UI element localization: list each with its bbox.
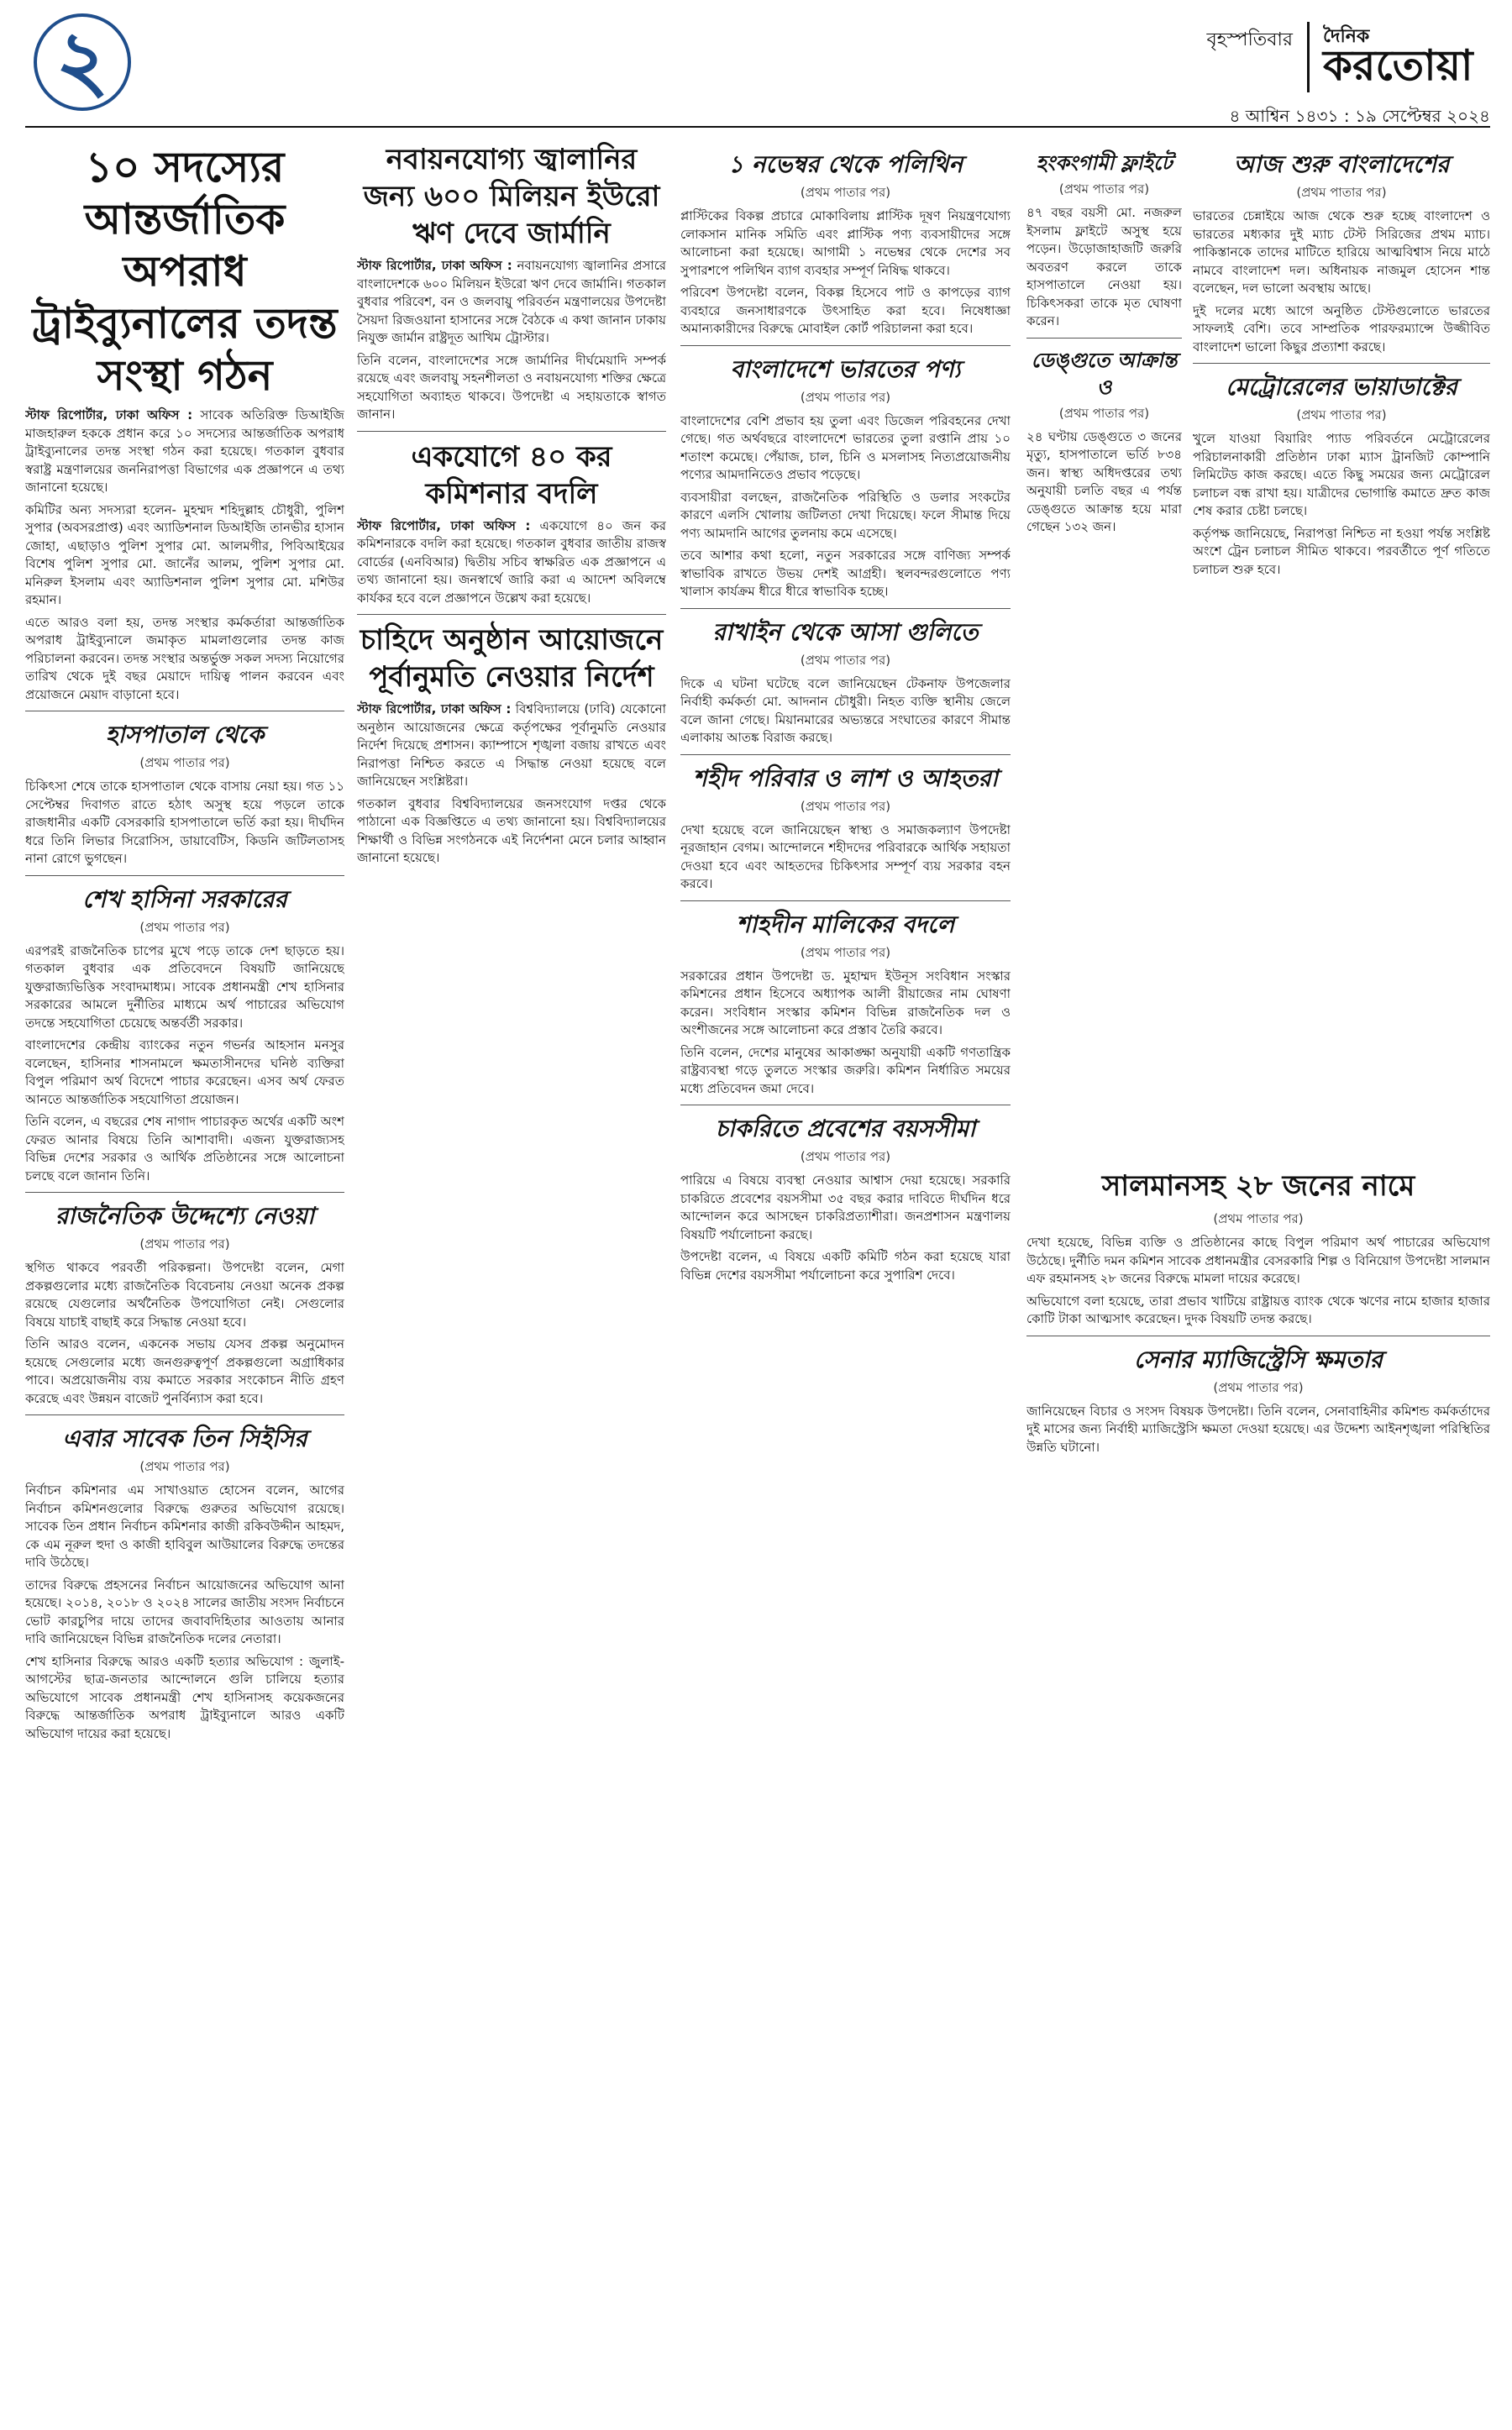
article-hongkong-flight <box>1026 150 1182 331</box>
paragraph: সরকারের প্রধান উপদেষ্টা ড. মুহাম্মদ ইউনূস সংবিধান সংস্কার কমিশনের প্রধান হিসেবে অধ্যাপক আলী রীয়াজের নাম ঘোষণা করেন। সংবিধান সংস্কার কমিশন বিভিন্ন রাজনৈতিক দল ও অংশীজনের সঙ্গে আলোচনা করে প্রস্তাব তৈরি করবে। <box>680 968 1011 1037</box>
byline: স্টাফ রিপোর্টার, ঢাকা অফিস : <box>25 407 193 422</box>
divider <box>357 431 666 432</box>
continuation-note: (প্রথম পাতার পর) <box>139 1459 230 1474</box>
article-job-age-limit <box>680 1114 1011 1284</box>
divider <box>25 1414 344 1415</box>
article-rakhine <box>680 617 1011 748</box>
headline: রাজনৈতিক উদ্দেশ্যে নেওয়া <box>55 1202 315 1230</box>
headline: একযোগে ৪০ কর কমিশনার বদলি <box>411 439 612 511</box>
article-euro-loan <box>357 141 666 424</box>
article-india-goods <box>680 354 1011 601</box>
headline: চাহিদে অনুষ্ঠান আয়োজনে পূর্বানুমতি নেওয়ার নির্দেশ <box>360 623 664 694</box>
page-number: ২ <box>55 13 109 109</box>
logo-top-text: দৈনিক <box>1323 26 1370 47</box>
paragraph: কমিটির অন্য সদস্যরা হলেন- মুহম্মদ শহিদুল্লাহ চৌধুরী, পুলিশ সুপার (অবসরপ্রাপ্ত) এবং অ্যাডিশনাল ডিআইজি তানভীর হাসান জোহা, এছাড়াও পুলিশ সুপার মো. আলমগীর, পিবিআইয়ের বিশেষ পুলিশ সুপার মো. জানেঁর আলম, পুলিশ সুপার মো. মনিরুল ইসলাম এবং অ্যাডিশনাল পুলিশ সুপার মো. মশিউর রহমান। <box>25 501 344 607</box>
article-salman <box>1026 1168 1490 1329</box>
headline: শাহদীন মালিকের বদলে <box>736 910 955 938</box>
paragraph: দেখা হয়েছে বলে জানিয়েছেন স্বাস্থ্য ও সমাজকল্যাণ উপদেষ্টা নূরজাহান বেগম। আন্দোলনে শহীদদের পরিবারকে আর্থিক সহায়তা দেওয়া হবে এবং আহতদের চিকিৎসার সম্পূর্ণ ব্যয় সরকার বহন করবে। <box>680 821 1011 891</box>
divider <box>680 900 1011 901</box>
continuation-note: (প্রথম পাতার পর) <box>139 1236 230 1252</box>
date-line: ৪ আশ্বিন ১৪৩১ : ১৯ সেপ্টেম্বর ২০২৪ <box>1229 106 1490 126</box>
paragraph: তাদের বিরুদ্ধে প্রহসনের নির্বাচন আয়োজনের অভিযোগ আনা হয়েছে। ২০১৪, ২০১৮ ও ২০২৪ সালের জাতীয় সংসদ নির্বাচনে ভোট কারচুপির দায়ে তাদের জবাবদিহিতার আওতায় আনার দাবি জানিয়েছেন বিভিন্ন রাজনৈতিক দলের নেতারা। <box>25 1577 344 1646</box>
column-1 <box>25 141 344 2409</box>
headline: ১ নভেম্বর থেকে পলিথিন <box>727 150 963 178</box>
continuation-note: (প্রথম পাতার পর) <box>800 389 891 405</box>
paragraph: তিনি বলেন, এ বছরের শেষ নাগাদ পাচারকৃত অর্থের একটি অংশ ফেরত আনার বিষয়ে তিনি আশাবাদী। এজন্য যুক্তরাজ্যসহ বিভিন্ন দেশের সরকার ও আর্থিক প্রতিষ্ঠানের সঙ্গে আলোচনা চলছে বলে জানান তিনি। <box>25 1114 344 1184</box>
paragraph: দেখা হয়েছে, বিভিন্ন ব্যক্তি ও প্রতিষ্ঠানের কাছে বিপুল পরিমাণ অর্থ পাচারের অভিযোগ উঠেছে। দুর্নীতি দমন কমিশন সাবেক প্রধানমন্ত্রীর বেসরকারি শিল্প ও বিনিয়োগ উপদেষ্টা সালমান এফ রহমানসহ ২৮ জনের বিরুদ্ধে মামলা দায়ের করেছে। <box>1026 1235 1490 1286</box>
paragraph: শেখ হাসিনার বিরুদ্ধে আরও একটি হত্যার অভিযোগ : জুলাই-আগস্টের ছাত্র-জনতার আন্দোলনে গুলি চালিয়ে হত্যার অভিযোগে সাবেক প্রধানমন্ত্রী শেখ হাসিনাসহ কয়েকজনের বিরুদ্ধে আন্তর্জাতিক অপরাধ ট্রাইব্যুনালে আরও একটি অভিযোগ দায়ের করা হয়েছে। <box>25 1653 344 1741</box>
divider <box>680 754 1011 755</box>
continuation-note: (প্রথম পাতার পর) <box>1058 405 1150 421</box>
paragraph: বাংলাদেশের কেন্দ্রীয় ব্যাংকের নতুন গভর্নর আহসান মনসুর বলেছেন, হাসিনার শাসনামলে ক্ষমতাসীনদের ঘনিষ্ঠ ব্যক্তিরা বিপুল পরিমাণ অর্থ বিদেশে পাচার করেছেন। এসব অর্থ ফেরত আনতে আন্তর্জাতিক সহযোগিতা প্রয়োজন। <box>25 1037 344 1107</box>
paragraph: তিনি বলেন, বাংলাদেশের সঙ্গে জার্মানির দীর্ঘমেয়াদি সম্পর্ক রয়েছে এবং জলবায়ু সহনশীলতা ও নবায়নযোগ্য শক্তির ক্ষেত্রে সহযোগিতা অব্যাহত থাকবে। উপদেষ্টা এ সহায়তাকে স্বাগত জানান। <box>357 352 666 422</box>
article-martyr-family <box>680 764 1011 894</box>
paragraph: পারিয়ে এ বিষয়ে ব্যবস্থা নেওয়ার আশ্বাস দেয়া হয়েছে। সরকারি চাকরিতে প্রবেশের বয়সসীমা ৩৫ বছর করার দাবিতে দীর্ঘদিন ধরে আন্দোলন করে আসছেন চাকরিপ্রত্যাশীরা। জনপ্রশাসন মন্ত্রণালয় বিষয়টি পর্যালোচনা করছে। <box>680 1173 1011 1242</box>
weekday: বৃহস্পতিবার <box>1206 29 1293 50</box>
continuation-note: (প্রথম পাতার পর) <box>800 1149 891 1164</box>
column-5 <box>1193 141 1490 1149</box>
page-number-badge <box>32 12 133 113</box>
headline: চাকরিতে প্রবেশের বয়সসীমা <box>715 1115 976 1142</box>
masthead-divider <box>25 126 1490 128</box>
paragraph: নির্বাচন কমিশনার এম সাখাওয়াত হোসেন বলেন, আগের নির্বাচন কমিশনগুলোর বিরুদ্ধে গুরুতর অভিযোগ রয়েছে। সাবেক তিন প্রধান নির্বাচন কমিশনার কাজী রকিবউদ্দীন আহমদ, কে এম নূরুল হুদা ও কাজী হাবিবুল আউয়ালের বিরুদ্ধে তদন্তের দাবি উঠেছে। <box>25 1483 344 1570</box>
headline: মেট্রোরেলের ভায়াডাক্টের <box>1226 373 1457 401</box>
paragraph: একযোগে ৪০ জন কর কমিশনারকে বদলি করা হয়েছে। গতকাল বুধবার জাতীয় রাজস্ব বোর্ডের (এনবিআর) দ্বিতীয় সচিব স্বাক্ষরিত এক প্রজ্ঞাপনে এ তথ্য জানানো হয়। জনস্বার্থে জারি করা এ আদেশ অবিলম্বে কার্যকর হবে বলে প্রজ্ঞাপনে উল্লেখ করা হয়েছে। <box>357 517 666 606</box>
paragraph: দিকে এ ঘটনা ঘটেছে বলে জানিয়েছেন টেকনাফ উপজেলার নির্বাহী কর্মকর্তা মো. আদনান চৌধুরী। নিহত ব্যক্তি স্থানীয় জেলে বলে জানা গেছে। মিয়ানমারের অভ্যন্তরে সংঘাতের কারণে সীমান্ত এলাকায় আতঙ্ক বিরাজ করছে। <box>680 675 1011 745</box>
paragraph: গতকাল বুধবার বিশ্ববিদ্যালয়ের জনসংযোগ দপ্তর থেকে পাঠানো এক বিজ্ঞপ্তিতে এ তথ্য জানানো হয়। বিশ্ববিদ্যালয়ের শিক্ষার্থী ও বিভিন্ন সংগঠনকে এই নির্দেশনা মেনে চলার আহ্বান জানানো হয়েছে। <box>357 795 666 865</box>
continuation-note: (প্রথম পাতার পর) <box>1058 181 1150 197</box>
byline: স্টাফ রিপোর্টার, ঢাকা অফিস : <box>357 258 512 273</box>
continuation-note: (প্রথম পাতার পর) <box>800 652 891 668</box>
headline: শেখ হাসিনা সরকারের <box>82 884 287 913</box>
byline: স্টাফ রিপোর্টার, ঢাকা অফিস : <box>357 517 531 533</box>
continuation-note: (প্রথম পাতার পর) <box>139 755 230 770</box>
newspaper-logo <box>1307 22 1490 92</box>
paragraph: অভিযোগে বলা হয়েছে, তারা প্রভাব খাটিয়ে রাষ্ট্রায়ত্ত ব্যাংক থেকে ঋণের নামে হাজার হাজার কোটি টাকা আত্মসাৎ করেছেন। দুদক বিষয়টি তদন্ত করছে। <box>1026 1293 1490 1326</box>
paragraph: বাংলাদেশের বেশি প্রভাব হয় তুলা এবং ডিজেল পরিবহনের দেখা গেছে। গত অর্থবছরে বাংলাদেশে ভারতের তুলা রপ্তানি প্রায় ১০ শতাংশ কমেছে। পেঁয়াজ, চাল, চিনি ও মসলাসহ নিত্যপ্রয়োজনীয় পণ্যের আমদানিতেও প্রভাব পড়েছে। <box>680 412 1011 482</box>
paragraph: দুই দলের মধ্যে আগে অনুষ্ঠিত টেস্টগুলোতে ভারতের সাফল্যই বেশি। তবে সাম্প্রতিক পারফরম্যান্সে উজ্জীবিত বাংলাদেশ ভালো কিছুর প্রত্যাশা করছে। <box>1193 302 1490 354</box>
article-politics <box>25 1201 344 1408</box>
paragraph: পরিবেশ উপদেষ্টা বলেন, বিকল্প হিসেবে পাট ও কাপড়ের ব্যাগ ব্যবহারে জনসাধারণকে উৎসাহিত করা হবে। নিষেধাজ্ঞা অমান্যকারীদের বিরুদ্ধে মোবাইল কোর্ট পরিচালনা করা হবে। <box>680 285 1011 336</box>
paragraph: এতে আরও বলা হয়, তদন্ত সংস্থার কর্মকর্তারা আন্তর্জাতিক অপরাধ ট্রাইব্যুনালে জমাকৃত মামলাগুলোর তদন্ত কাজ পরিচালনা করবেন। তদন্ত সংস্থার অন্তর্ভুক্ত সকল সদস্য নিয়োগের তারিখ থেকে দুই বছর মেয়াদে দায়িত্ব পালন করবেন এবং প্রয়োজনে মেয়াদ বাড়ানো হবে। <box>25 614 344 702</box>
divider <box>680 608 1011 609</box>
continuation-note: (প্রথম পাতার পর) <box>1213 1211 1304 1226</box>
headline: নবায়নযোগ্য জ্বালানির জন্য ৬০০ মিলিয়ন ইউরো ঋণ দেবে জার্মানি <box>363 143 660 250</box>
headline: সালমানসহ ২৮ জনের নামে <box>1101 1169 1415 1203</box>
article-shahdeen-malik <box>680 910 1011 1099</box>
article-magistracy <box>1026 1345 1490 1457</box>
headline: আজ শুরু বাংলাদেশের <box>1233 150 1450 178</box>
divider <box>357 614 666 615</box>
paragraph: ব্যবসায়ীরা বলছেন, রাজনৈতিক পরিস্থিতি ও ডলার সংকটের কারণে এলসি খোলায় জটিলতা দেখা দিয়েছে। ফলে সীমান্ত দিয়ে পণ্য আমদানি আগের তুলনায় কমে এসেছে। <box>680 489 1011 541</box>
headline: ১০ সদস্যের আন্তর্জাতিক অপরাধ ট্রাইব্যুনালের তদন্ত সংস্থা গঠন <box>32 143 338 400</box>
paragraph: স্থগিত থাকবে পরবর্তী পরিকল্পনা। উপদেষ্টা বলেন, মেগা প্রকল্পগুলোর মধ্যে রাজনৈতিক বিবেচনায় নেওয়া অনেক প্রকল্প রয়েছে যেগুলোর অর্থনৈতিক উপযোগিতা নেই। সেগুলোর বিষয়ে যাচাই বাছাই করে সিদ্ধান্ত নেওয়া হবে। <box>25 1260 344 1330</box>
column-2 <box>357 141 666 2409</box>
article-dengue <box>1026 347 1182 537</box>
paragraph: তবে আশার কথা হলো, নতুন সরকারের সঙ্গে বাণিজ্য সম্পর্ক স্বাভাবিক রাখতে উভয় দেশই আগ্রহী। স্থলবন্দরগুলোতে পণ্য খালাস কার্যক্রম ধীরে ধীরে স্বাভাবিক হচ্ছে। <box>680 548 1011 599</box>
continuation-note: (প্রথম পাতার পর) <box>1213 1379 1304 1395</box>
article-metro-viaduct <box>1193 372 1490 579</box>
divider <box>25 1192 344 1193</box>
paragraph: প্লাস্টিকের বিকল্প প্রচারে মোকাবিলায় প্লাস্টিক দূষণ নিয়ন্ত্রণযোগ্য লোকসান মানিক সমিতি এবং প্লাস্টিক পণ্য ব্যবসায়ীদের সঙ্গে আলোচনা করা হয়েছে। আগামী ১ নভেম্বর থেকে দেশের সব সুপারশপে পলিথিন ব্যাগ ব্যবহার সম্পূর্ণ নিষিদ্ধ থাকবে। <box>680 208 1011 278</box>
continuation-note: (প্রথম পাতার পর) <box>800 798 891 814</box>
divider <box>1026 338 1182 339</box>
paragraph: তিনি বলেন, দেশের মানুষের আকাঙ্ক্ষা অনুযায়ী একটি গণতান্ত্রিক রাষ্ট্রব্যবস্থা গড়ে তুলতে সংস্কার জরুরি। কমিশন নির্ধারিত সময়ের মধ্যে প্রতিবেদন জমা দেবে। <box>680 1044 1011 1096</box>
paragraph: কর্তৃপক্ষ জানিয়েছে, নিরাপত্তা নিশ্চিত না হওয়া পর্যন্ত সংশ্লিষ্ট অংশে ট্রেন চলাচল সীমিত থাকবে। পরবর্তীতে পূর্ণ গতিতে চলাচল শুরু হবে। <box>1193 525 1490 577</box>
article-test-series <box>1193 150 1490 356</box>
divider <box>1193 363 1490 364</box>
article-polythene <box>680 150 1011 339</box>
continuation-note: (প্রথম পাতার পর) <box>800 944 891 960</box>
headline: হাসপাতাল থেকে <box>105 721 265 748</box>
continuation-note: (প্রথম পাতার পর) <box>1296 185 1387 200</box>
column-3 <box>680 141 1011 2409</box>
paragraph: খুলে যাওয়া বিয়ারিং প্যাড পরিবর্তনে মেট্রোরেলের পরিচালনাকারী প্রতিষ্ঠান ঢাকা ম্যাস ট্রানজিট কোম্পানি লিমিটেড কাজ করছে। এতে কিছু সময়ের জন্য মেট্রোরেল চলাচল বন্ধ রাখা হয়। যাত্রীদের ভোগান্তি কমাতে দ্রুত কাজ শেষ করার চেষ্টা চলছে। <box>1193 431 1490 518</box>
headline: বাংলাদেশে ভারতের পণ্য <box>730 354 961 383</box>
continuation-note: (প্রথম পাতার পর) <box>1296 407 1387 422</box>
continuation-note: (প্রথম পাতার পর) <box>139 919 230 935</box>
paragraph: তিনি আরও বলেন, একনেক সভায় যেসব প্রকল্প অনুমোদন হয়েছে সেগুলোর মধ্যে জনগুরুত্বপূর্ণ প্রকল্পগুলো অগ্রাধিকার পাবে। অপ্রয়োজনীয় ব্যয় কমাতে সরকার সংকোচন নীতি গ্রহণ করেছে এবং উন্নয়ন বাজেট পুনর্বিন্যাস করা হবে। <box>25 1336 344 1406</box>
paragraph: এরপরই রাজনৈতিক চাপের মুখে পড়ে তাকে দেশ ছাড়তে হয়। গতকাল বুধবার এক প্রতিবেদনে বিষয়টি জানিয়েছে যুক্তরাজ্যভিত্তিক সংবাদমাধ্যম। সাবেক প্রধানমন্ত্রী শেখ হাসিনার সরকারের আমলে দুর্নীতির মাধ্যমে অর্থ পাচারের অভিযোগ তদন্তে সহযোগিতা চেয়েছে অন্তর্বর্তী সরকার। <box>25 942 344 1031</box>
paragraph: ৪৭ বছর বয়সী মো. নজরুল ইসলাম ফ্লাইটে অসুস্থ হয়ে পড়েন। উড়োজাহাজটি জরুরি অবতরণ করলে তাকে হাসপাতালে নেওয়া হয়। চিকিৎসকরা তাকে মৃত ঘোষণা করেন। <box>1026 205 1182 328</box>
headline: রাখাইন থেকে আসা গুলিতে <box>712 617 979 646</box>
headline: শহীদ পরিবার ও লাশ ও আহতরা <box>693 764 998 792</box>
column-4 <box>1026 141 1182 1149</box>
article-hasina <box>25 884 344 1186</box>
article-event-permission <box>357 622 666 868</box>
continuation-note: (প্রথম পাতার পর) <box>800 185 891 200</box>
article-tax-commissioner <box>357 438 666 608</box>
paragraph: উপদেষ্টা বলেন, এ বিষয়ে একটি কমিটি গঠন করা হয়েছে যারা বিভিন্ন দেশের বয়সসীমা পর্যালোচনা করে সুপারিশ দেবে। <box>680 1249 1011 1283</box>
paragraph: নবায়নযোগ্য জ্বালানির প্রসারে বাংলাদেশকে ৬০০ মিলিয়ন ইউরো ঋণ দেবে জার্মানি। গতকাল বুধবার পরিবেশ, বন ও জলবায়ু পরিবর্তন মন্ত্রণালয়ের উপদেষ্টা সৈয়দা রিজওয়ানা হাসানের সঙ্গে বৈঠকে এ কথা জানান ঢাকায় নিযুক্ত জার্মান রাষ্ট্রদূত আখিম ট্রোস্টার। <box>357 258 666 345</box>
paragraph: বিশ্ববিদ্যালয়ে (ঢাবি) যেকোনো অনুষ্ঠান আয়োজনের ক্ষেত্রে কর্তৃপক্ষের পূর্বানুমতি নেওয়ার নির্দেশ দিয়েছে প্রশাসন। ক্যাম্পাসে শৃঙ্খলা বজায় রাখতে এবং নিরাপত্তা নিশ্চিত করতে এ সিদ্ধান্ত নেওয়া হয়েছে বলে জানিয়েছেন সংশ্লিষ্টরা। <box>357 701 666 789</box>
logo-main-text: করতোয়া <box>1323 41 1473 90</box>
paragraph: চিকিৎসা শেষে তাকে হাসপাতাল থেকে বাসায় নেয়া হয়। গত ১১ সেপ্টেম্বর দিবাগত রাতে হঠাৎ অসুস্থ হয়ে পড়লে তাকে রাজধানীর একটি বেসরকারি হাসপাতালে ভর্তি করা হয়। দীর্ঘদিন ধরে তিনি লিভার সিরোসিস, ডায়াবেটিস, কিডনি জটিলতাসহ নানা রোগে ভুগছেন। <box>25 779 344 866</box>
paragraph: ভারতের চেন্নাইয়ে আজ থেকে শুরু হচ্ছে বাংলাদেশ ও ভারতের মধ্যকার দুই ম্যাচ টেস্ট সিরিজের প্রথম ম্যাচ। পাকিস্তানকে তাদের মাটিতে হারিয়ে আত্মবিশ্বাস নিয়ে মাঠে নামবে বাংলাদেশ দল। অধিনায়ক নাজমুল হোসেন শান্ত বলেছেন, দল ভালো অবস্থায় আছে। <box>1193 208 1490 296</box>
paragraph: সাবেক অতিরিক্ত ডিআইজি মাজহারুল হককে প্রধান করে ১০ সদস্যের আন্তর্জাতিক অপরাধ ট্রাইব্যুনালের তদন্ত সংস্থা গঠন করা হয়েছে। গতকাল বুধবার স্বরাষ্ট্র মন্ত্রণালয়ের জননিরাপত্তা বিভাগের এক প্রজ্ঞাপনে এ তথ্য জানানো হয়েছে। <box>25 407 344 495</box>
paragraph: ২৪ ঘণ্টায় ডেঙ্গুতে ৩ জনের মৃত্যু, হাসপাতালে ভর্তি ৮৩৪ জন। স্বাস্থ্য অধিদপ্তরের তথ্য অনুযায়ী চলতি বছর এ পর্যন্ত ডেঙ্গুতে আক্রান্ত হয়ে মারা গেছেন ১৩২ জন। <box>1026 428 1182 534</box>
article-former-cec <box>25 1424 344 1743</box>
byline: স্টাফ রিপোর্টার, ঢাকা অফিস : <box>357 701 512 716</box>
masthead <box>0 0 1512 134</box>
paragraph: জানিয়েছেন বিচার ও সংসদ বিষয়ক উপদেষ্টা। তিনি বলেন, সেনাবাহিনীর কমিশন্ড কর্মকর্তাদের দুই মাসের জন্য নির্বাহী ম্যাজিস্ট্রেসি ক্ষমতা দেওয়া হয়েছে। এর উদ্দেশ্য আইনশৃঙ্খলা পরিস্থিতির উন্নতি ঘটানো। <box>1026 1403 1490 1455</box>
headline: সেনার ম্যাজিস্ট্রেসি ক্ষমতার <box>1133 1345 1383 1373</box>
article-hospital <box>25 720 344 869</box>
article-tribunal <box>25 141 344 704</box>
headline: ডেঙ্গুতে আক্রান্ত ও <box>1031 348 1178 399</box>
headline: এবার সাবেক তিন সিইসির <box>62 1425 307 1452</box>
divider <box>680 345 1011 346</box>
divider <box>25 875 344 876</box>
headline: হংকংগামী ফ্লাইটে <box>1036 151 1173 175</box>
lower-right-block <box>1026 1168 1490 2411</box>
